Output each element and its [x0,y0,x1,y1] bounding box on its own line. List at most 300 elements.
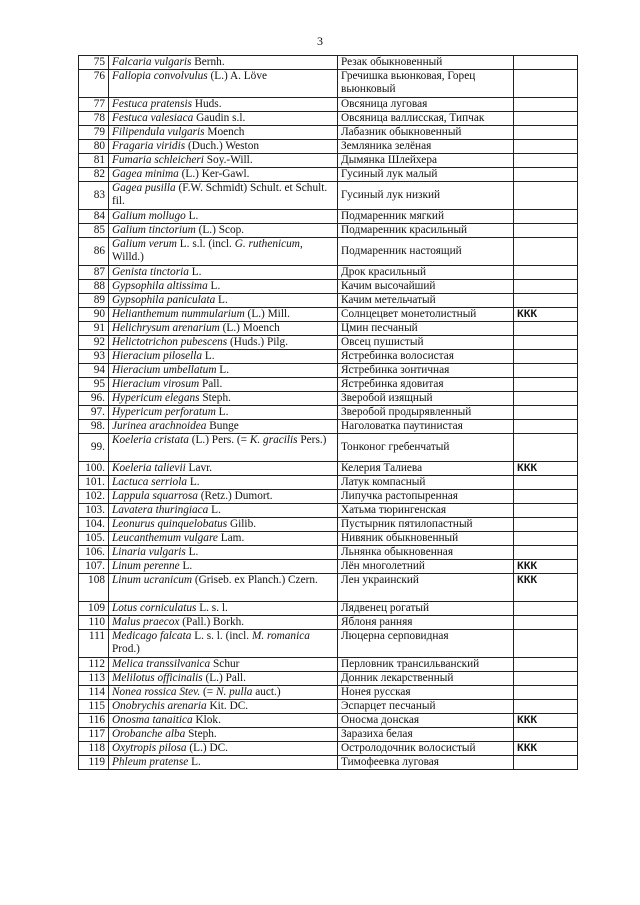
latin-name-cell [109,406,338,420]
latin-authority: (= [200,686,216,698]
latin-genus-species: Lotus corniculatus [112,602,197,614]
status-badge [514,630,578,658]
latin-name-cell [109,378,338,392]
russian-name-cell: Подмаренник мягкий [338,210,514,224]
russian-name-cell: Ястребинка ядовитая [338,378,514,392]
table-row [79,602,578,616]
latin-genus-species: Melica transsilvanica [112,658,211,670]
latin-authority: Huds. [192,98,222,110]
latin-name-cell [109,140,338,154]
russian-name-cell: Гусиный лук низкий [338,182,514,210]
latin-synonym: M. romanica [251,630,310,642]
status-badge [514,238,578,266]
latin-name-cell [109,224,338,238]
russian-name-cell: Подмаренник красильный [338,224,514,238]
latin-name-cell [109,70,338,98]
latin-name-cell [109,658,338,672]
latin-genus-species: Orobanche alba [112,728,186,740]
table-row [79,700,578,714]
latin-name-cell [109,56,338,70]
table-row [79,378,578,392]
latin-name-cell [109,294,338,308]
latin-genus-species: Festuca pratensis [112,98,193,110]
latin-authority: L. [207,280,221,292]
latin-authority: Bernh. [191,56,225,68]
russian-name-cell: Гречишка вьюнковая, Горец вьюнковый [338,70,514,98]
latin-genus-species: Leucanthemum vulgare [112,532,218,544]
russian-name-cell: Заразиха белая [338,728,514,742]
russian-name-cell: Оносма донская [338,714,514,728]
row-number: 109 [79,602,109,616]
latin-authority: (Huds.) Pilg. [227,336,289,348]
status-badge [514,406,578,420]
russian-name-cell: Резак обыкновенный [338,56,514,70]
latin-genus-species: Gypsophila paniculata [112,294,216,306]
latin-authority: (Retz.) Dumort. [197,490,273,502]
latin-genus-species: Koeleria talievii [112,462,186,474]
row-number: 78 [79,112,109,126]
latin-name-cell [109,728,338,742]
row-number: 100. [79,462,109,476]
latin-authority: Gaudin s.l. [193,112,246,124]
latin-genus-species: Onosma tanaitica [112,714,193,726]
row-number: 112 [79,658,109,672]
russian-name-cell: Зверобой продырявленный [338,406,514,420]
table-row [79,350,578,364]
table-row [79,560,578,574]
status-badge [514,686,578,700]
table-row [79,392,578,406]
status-badge [514,210,578,224]
latin-authority: Lavr. [185,462,213,474]
latin-authority: (Duch.) Weston [185,140,259,152]
status-badge: ККК [514,742,578,756]
russian-name-cell: Гусиный лук малый [338,168,514,182]
status-badge [514,350,578,364]
latin-genus-species: Phleum pratense [112,756,189,768]
row-number: 86 [79,238,109,266]
status-badge [514,700,578,714]
russian-name-cell: Овсяница валлисская, Типчак [338,112,514,126]
table-row [79,308,578,322]
latin-authority: (L.) Moench [219,322,280,334]
latin-authority: (L.) Pers. (= [188,434,250,446]
latin-genus-species: Onobrychis arenaria [112,700,207,712]
status-badge: ККК [514,560,578,574]
table-row [79,98,578,112]
latin-genus-species: Helichrysum arenarium [112,322,220,334]
latin-name-cell [109,756,338,770]
status-badge [514,56,578,70]
status-badge [514,154,578,168]
row-number: 89 [79,294,109,308]
latin-authority: L. [215,294,228,306]
status-badge [514,182,578,210]
row-number: 95 [79,378,109,392]
latin-authority: Klok. [192,714,221,726]
russian-name-cell: Овсец пушистый [338,336,514,350]
latin-name-cell [109,518,338,532]
row-number: 111 [79,630,109,658]
table-row [79,210,578,224]
latin-authority: L. [208,504,221,516]
latin-name-cell [109,238,338,266]
latin-genus-species: Gagea minima [112,168,179,180]
table-row [79,686,578,700]
row-number: 102. [79,490,109,504]
latin-name-cell [109,560,338,574]
latin-authority: Schur [210,658,240,670]
table-row [79,420,578,434]
latin-genus-species: Hieracium pilosella [112,350,203,362]
table-row [79,266,578,280]
latin-authority: L. [202,350,215,362]
table-row [79,364,578,378]
status-badge [514,126,578,140]
table-row [79,742,578,756]
latin-name-cell [109,126,338,140]
russian-name-cell: Дрок красильный [338,266,514,280]
latin-genus-species: Helictotrichon pubescens [112,336,228,348]
table-row [79,658,578,672]
latin-name-cell [109,168,338,182]
latin-genus-species: Koeleria cristata [112,434,189,446]
table-row [79,56,578,70]
table-row [79,280,578,294]
latin-name-cell [109,420,338,434]
row-number: 118 [79,742,109,756]
row-number: 92 [79,336,109,350]
russian-name-cell: Нонея русская [338,686,514,700]
latin-authority: (L.) Ker-Gawl. [178,168,250,180]
latin-name-cell [109,546,338,560]
russian-name-cell: Липучка растопыренная [338,490,514,504]
row-number: 113 [79,672,109,686]
row-number: 91 [79,322,109,336]
table-row [79,728,578,742]
latin-authority: Moench [204,126,245,138]
row-number: 117 [79,728,109,742]
status-badge [514,224,578,238]
latin-genus-species: Oxytropis pilosa [112,742,187,754]
latin-name-cell [109,700,338,714]
latin-name-cell [109,182,338,210]
status-badge [514,70,578,98]
table-row [79,294,578,308]
status-badge [514,476,578,490]
status-badge [514,756,578,770]
row-number: 85 [79,224,109,238]
latin-genus-species: Nonea rossica Stev. [112,686,201,698]
table-row [79,154,578,168]
russian-name-cell: Солнцецвет монетолистный [338,308,514,322]
table-row [79,224,578,238]
latin-name-cell [109,532,338,546]
latin-authority: (L.) Mill. [244,308,290,320]
table-row [79,546,578,560]
row-number: 98. [79,420,109,434]
row-number: 93 [79,350,109,364]
status-badge [514,98,578,112]
russian-name-cell: Яблоня ранняя [338,616,514,630]
status-badge: ККК [514,462,578,476]
table-row [79,630,578,658]
table-row [79,714,578,728]
latin-authority: L. s. l. (incl. [191,630,252,642]
status-badge [514,392,578,406]
latin-authority: L. s. l. [196,602,228,614]
row-number: 83 [79,182,109,210]
status-badge [514,546,578,560]
latin-genus-species: Falcaria vulgaris [112,56,192,68]
latin-genus-species: Hieracium umbellatum [112,364,217,376]
latin-name-cell [109,266,338,280]
latin-synonym: K. gracilis [249,434,298,446]
russian-name-cell: Лён многолетний [338,560,514,574]
status-badge [514,168,578,182]
row-number: 84 [79,210,109,224]
latin-authority: L. [185,210,199,222]
table-row [79,126,578,140]
status-badge [514,602,578,616]
russian-name-cell: Эспарцет песчаный [338,700,514,714]
latin-authority: L. [215,406,229,418]
latin-genus-species: Lappula squarrosa [112,490,198,502]
row-number: 79 [79,126,109,140]
row-number: 81 [79,154,109,168]
latin-genus-species: Fumaria schleicheri [112,154,204,166]
latin-genus-species: Jurinea arachnoidea [112,420,207,432]
latin-genus-species: Linum ucranicum [112,574,193,586]
status-badge [514,518,578,532]
latin-genus-species: Malus praecox [112,616,180,628]
latin-authority: (L.) A. Löve [207,70,267,82]
status-badge [514,378,578,392]
latin-name-cell [109,350,338,364]
table-row [79,574,578,602]
table-row [79,112,578,126]
latin-name-cell [109,476,338,490]
latin-name-cell [109,742,338,756]
table-row [79,462,578,476]
latin-name-cell [109,574,338,602]
row-number: 105. [79,532,109,546]
table-row [79,756,578,770]
russian-name-cell: Наголоватка паутинистая [338,420,514,434]
latin-authority: (L.) DC. [186,742,228,754]
russian-name-cell: Тимофеевка луговая [338,756,514,770]
latin-authority: Gilib. [227,518,257,530]
latin-name-cell [109,672,338,686]
row-number: 101. [79,476,109,490]
table-row [79,490,578,504]
latin-genus-species: Helianthemum nummularium [112,308,245,320]
latin-authority: L. [179,560,193,572]
row-number: 97. [79,406,109,420]
row-number: 107. [79,560,109,574]
russian-name-cell: Остролодочник волосистый [338,742,514,756]
table-row [79,616,578,630]
latin-authority-2: Prod.) [112,643,140,655]
status-badge [514,294,578,308]
status-badge [514,532,578,546]
latin-synonym: N. pulla [215,686,253,698]
row-number: 115 [79,700,109,714]
row-number: 87 [79,266,109,280]
latin-authority: L. [216,364,230,376]
russian-name-cell: Хатьма тюрингенская [338,504,514,518]
row-number: 103. [79,504,109,518]
table-row [79,238,578,266]
status-badge [514,420,578,434]
table-row [79,504,578,518]
table-row [79,168,578,182]
latin-genus-species: Galium verum [112,238,177,250]
status-badge [514,434,578,462]
status-badge [514,672,578,686]
row-number: 119 [79,756,109,770]
row-number: 80 [79,140,109,154]
latin-name-cell [109,98,338,112]
latin-genus-species: Linum perenne [112,560,180,572]
latin-authority: Lam. [217,532,245,544]
latin-authority: L. s.l. (incl. [176,238,235,250]
russian-name-cell: Нивяник обыкновенный [338,532,514,546]
russian-name-cell: Земляника зелёная [338,140,514,154]
latin-name-cell [109,504,338,518]
latin-authority: (Griseb. ex Planch.) Czern. [192,574,318,586]
latin-genus-species: Genista tinctoria [112,266,189,278]
row-number: 88 [79,280,109,294]
latin-genus-species: Linaria vulgaris [112,546,186,558]
latin-name-cell [109,322,338,336]
latin-genus-species: Galium mollugo [112,210,186,222]
latin-genus-species: Lactuca serriola [112,476,187,488]
table-row [79,140,578,154]
table-row [79,70,578,98]
russian-name-cell: Тонконог гребенчатый [338,434,514,462]
latin-authority: (L.) Pall. [202,672,246,684]
latin-genus-species: Fragaria viridis [112,140,186,152]
latin-name-cell [109,112,338,126]
latin-genus-species: Leonurus quinquelobatus [112,518,228,530]
status-badge [514,266,578,280]
status-badge [514,322,578,336]
latin-authority: Steph. [199,392,231,404]
latin-genus-species: Fallopia convolvulus [112,70,208,82]
russian-name-cell: Льнянка обыкновенная [338,546,514,560]
latin-authority: L. [187,476,200,488]
russian-name-cell: Качим метельчатый [338,294,514,308]
latin-authority-2: , Willd.) [112,238,303,263]
row-number: 96. [79,392,109,406]
latin-authority: L. [188,266,202,278]
latin-genus-species: Filipendula vulgaris [112,126,205,138]
russian-name-cell: Пустырник пятилопастный [338,518,514,532]
russian-name-cell: Овсяница луговая [338,98,514,112]
row-number: 110 [79,616,109,630]
status-badge [514,504,578,518]
table-row [79,322,578,336]
status-badge [514,280,578,294]
latin-genus-species: Medicago falcata [112,630,192,642]
latin-genus-species: Lavatera thuringiaca [112,504,209,516]
row-number: 106. [79,546,109,560]
status-badge [514,658,578,672]
row-number: 114 [79,686,109,700]
russian-name-cell: Донник лекарственный [338,672,514,686]
latin-name-cell [109,616,338,630]
latin-genus-species: Gypsophila altissima [112,280,208,292]
latin-authority: L. [185,546,199,558]
status-badge: ККК [514,308,578,322]
russian-name-cell: Цмин песчаный [338,322,514,336]
latin-name-cell [109,490,338,504]
russian-name-cell: Подмаренник настоящий [338,238,514,266]
latin-authority: (Pall.) Borkh. [179,616,245,628]
latin-genus-species: Festuca valesiaca [112,112,194,124]
table-row [79,406,578,420]
russian-name-cell: Люцерна серповидная [338,630,514,658]
latin-genus-species: Hieracium virosum [112,378,200,390]
status-badge [514,364,578,378]
latin-authority: Kit. DC. [206,700,249,712]
latin-authority: L. [188,756,201,768]
latin-authority-2: auct.) [252,686,281,698]
row-number: 108 [79,574,109,602]
latin-authority-2: Pers.) [297,434,327,446]
latin-genus-species: Galium tinctorium [112,224,196,236]
latin-authority: Soy.-Will. [203,154,253,166]
russian-name-cell: Качим высочайший [338,280,514,294]
status-badge [514,728,578,742]
latin-genus-species: Melilotus officinalis [112,672,203,684]
table-row [79,672,578,686]
latin-synonym: G. ruthenicum [234,238,300,250]
status-badge [514,336,578,350]
latin-genus-species: Hypericum elegans [112,392,200,404]
row-number: 82 [79,168,109,182]
russian-name-cell: Лабазник обыкновенный [338,126,514,140]
row-number: 90 [79,308,109,322]
table-row [79,182,578,210]
latin-genus-species: Hypericum perforatum [112,406,216,418]
russian-name-cell: Ястребинка зонтичная [338,364,514,378]
latin-name-cell [109,210,338,224]
table-row [79,532,578,546]
latin-authority: Steph. [185,728,217,740]
row-number: 75 [79,56,109,70]
status-badge: ККК [514,574,578,602]
latin-name-cell [109,714,338,728]
latin-name-cell [109,434,338,462]
latin-name-cell [109,462,338,476]
latin-name-cell [109,686,338,700]
latin-authority: (F.W. Schmidt) Schult. et Schult. fil. [112,182,328,207]
status-badge [514,490,578,504]
russian-name-cell: Лен украинский [338,574,514,602]
row-number: 99. [79,434,109,462]
latin-authority: (L.) Scop. [195,224,245,236]
russian-name-cell: Перловник трансильванский [338,658,514,672]
status-badge [514,140,578,154]
table-row [79,434,578,462]
species-table [78,55,578,770]
row-number: 116 [79,714,109,728]
latin-name-cell [109,602,338,616]
latin-name-cell [109,280,338,294]
russian-name-cell: Латук компасный [338,476,514,490]
